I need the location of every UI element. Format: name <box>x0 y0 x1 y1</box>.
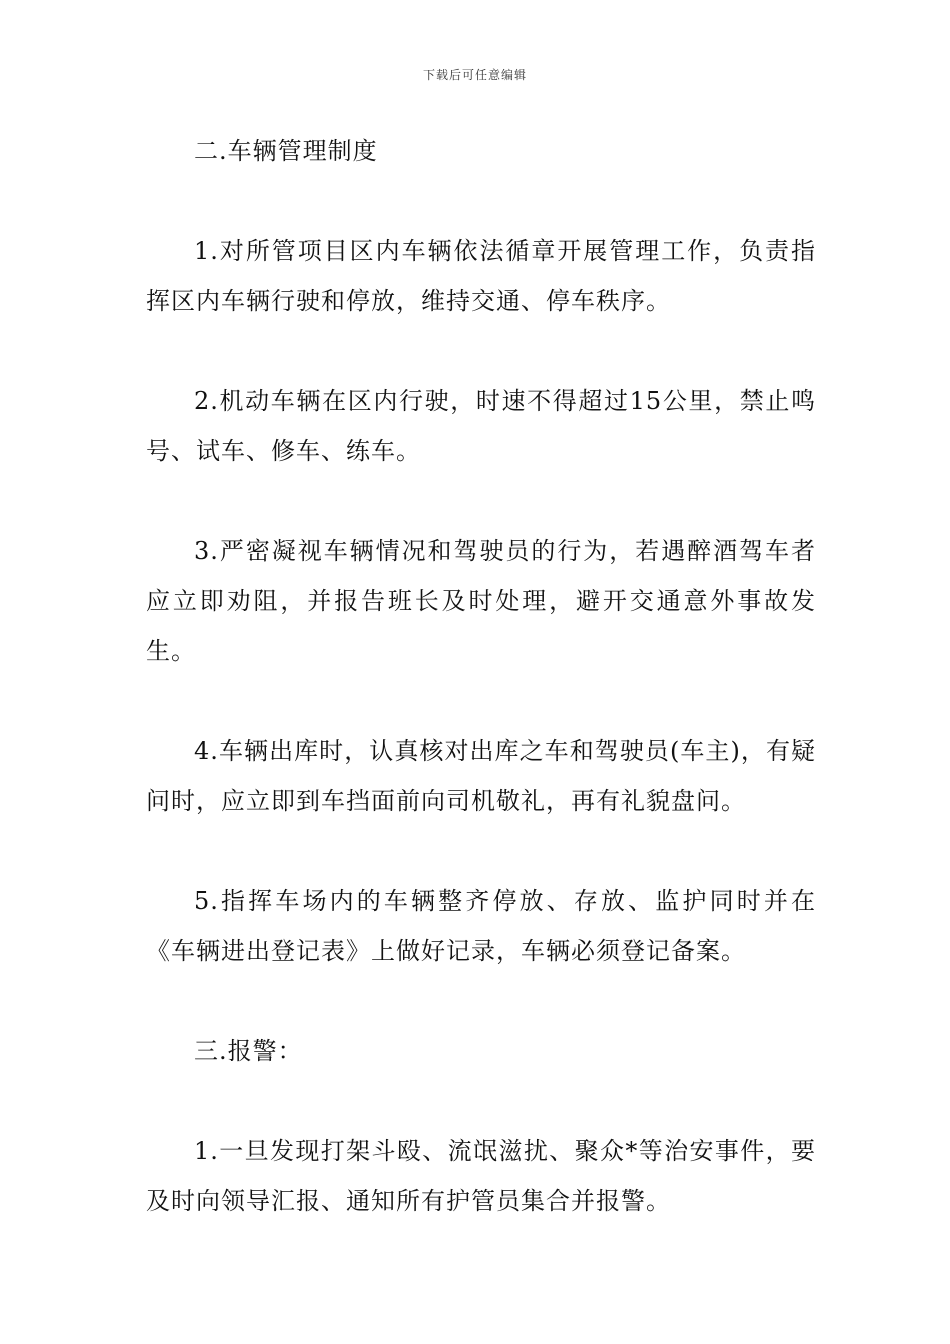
section-heading-alarm: 三.报警： <box>194 1037 303 1065</box>
section-heading-vehicle-management: 二.车辆管理制度 <box>194 137 378 165</box>
paragraph-item: 1.对所管项目区内车辆依法循章开展管理工作，负责指挥区内车辆行驶和停放，维持交通、停车秩序。 <box>146 237 816 315</box>
paragraph-item: 1.一旦发现打架斗殴、流氓滋扰、聚众*等治安事件，要及时向领导汇报、通知所有护管员集合并报警。 <box>146 1137 816 1215</box>
page-header-note: 下载后可任意编辑 <box>422 68 527 82</box>
document-body <box>146 126 816 1276</box>
paragraph-item: 5.指挥车场内的车辆整齐停放、存放、监护同时并在《车辆进出登记表》上做好记录，车辆必须登记备案。 <box>146 887 816 965</box>
paragraph-item: 4.车辆出库时，认真核对出库之车和驾驶员(车主)，有疑问时，应立即到车挡面前向司机敬礼，再有礼貌盘问。 <box>146 737 816 815</box>
paragraph-item: 2.机动车辆在区内行驶，时速不得超过15公里，禁止鸣号、试车、修车、练车。 <box>146 387 816 465</box>
paragraph-item: 3.严密凝视车辆情况和驾驶员的行为，若遇醉酒驾车者应立即劝阻，并报告班长及时处理，避开交通意外事故发生。 <box>146 537 816 665</box>
